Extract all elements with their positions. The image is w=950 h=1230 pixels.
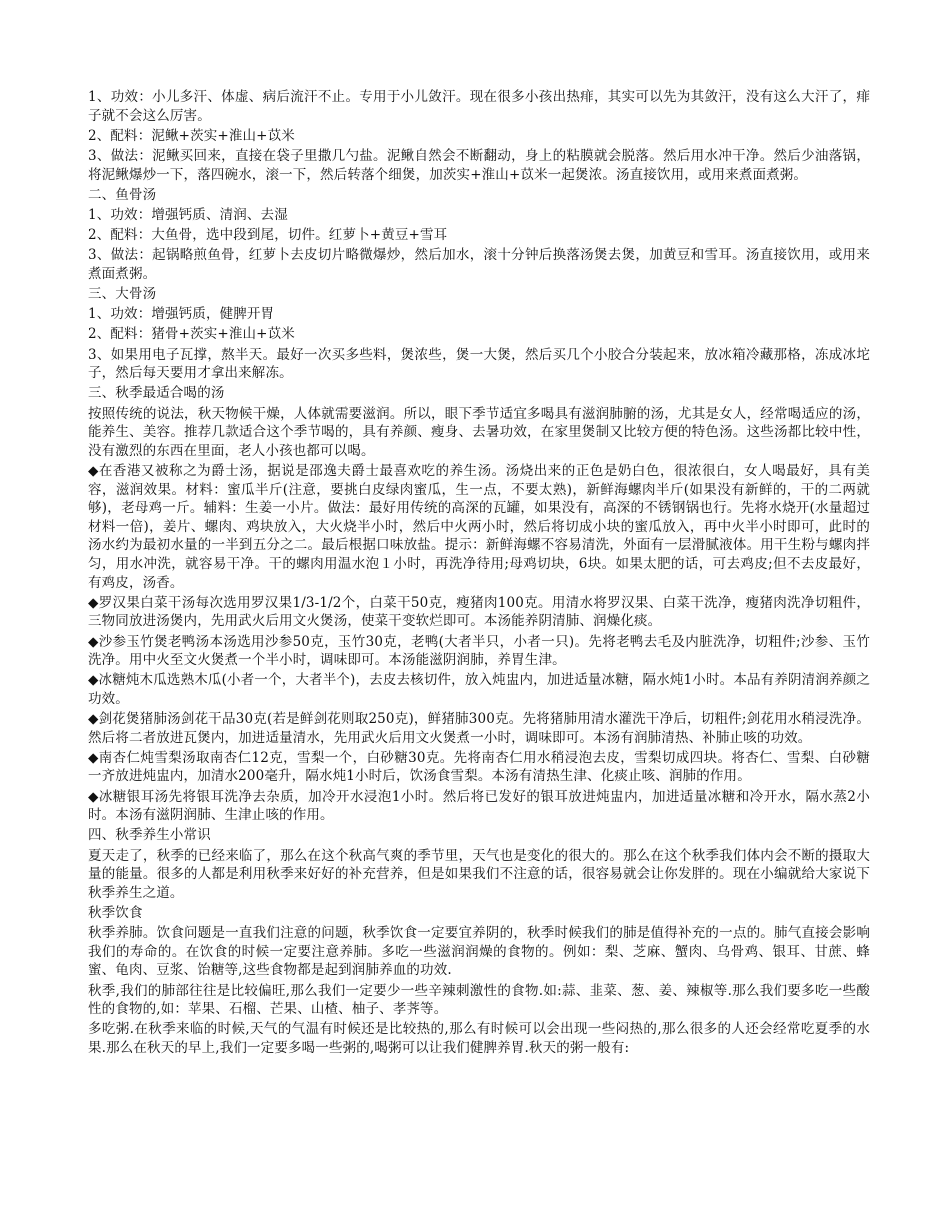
section-heading: 三、秋季最适合喝的汤 bbox=[88, 385, 225, 402]
paragraph: 1、功效：增强钙质，健脾开胃 bbox=[88, 306, 275, 323]
paragraph: 2、配料：泥鳅+茨实+淮山+苡米 bbox=[88, 127, 295, 144]
recipe-item: ◆剑花煲猪肺汤剑花干品30克(若是鲜剑花则取250克)，鲜猪肺300克。先将猪肺用清水灌洗干净后，切粗件;剑花用水稍浸洗净。然后将二者放进瓦煲内，加进适量清水，先用武火后用文火煲煮一小时，调味即可。本汤有润肺清热、补肺止咳的功效。 bbox=[88, 711, 870, 746]
paragraph: 秋季养肺。饮食问题是一直我们注意的问题，秋季饮食一定要宜养阴的，秋季时候我们的肺是值得补充的一点的。肺气直接会影响我们的寿命的。在饮食的时候一定要注意养肺。多吃一些滋润润燥的食物的。例如：梨、芝麻、蟹肉、乌骨鸡、银耳、甘蔗、蜂蜜、龟肉、豆浆、饴糖等,这些食物都是起到润肺养血的功效. bbox=[88, 925, 870, 979]
recipe-item: ◆冰糖银耳汤先将银耳洗净去杂质，加冷开水浸泡1小时。然后将已发好的银耳放进炖盅内，加进适量冰糖和冷开水，隔水蒸2小时。本汤有滋阴润肺、生津止咳的作用。 bbox=[88, 788, 870, 824]
paragraph: 3、做法：泥鳅买回来，直接在袋子里撒几勺盐。泥鳅自然会不断翻动，身上的粘膜就会脱落。然后用水冲干净。然后少油落锅，将泥鳅爆炒一下，落四碗水，滚一下，然后转落个细煲，加茨实+淮山+苡米一起煲浓。汤直接饮用，或用来煮面煮粥。 bbox=[88, 147, 870, 183]
recipe-item: ◆在香港又被称之为爵士汤，据说是邵逸夫爵士最喜欢吃的养生汤。汤烧出来的正色是奶白色，很浓很白，女人喝最好，具有美容，滋润效果。材料：蜜瓜半斤(注意，要挑白皮绿肉蜜瓜，生一点，不要太熟)，新鲜海螺肉半斤(如果没有新鲜的，干的二两就够)，老母鸡一斤。辅料：生姜一小片。做法：最好用传统的高深的瓦罐，如果没有，高深的不锈钢锅也行。先将水烧开(水量超过材料一倍)，姜片、螺肉、鸡块放入，大火烧半小时，然后中火两小时，然后将切成小块的蜜瓜放入，再中火半小时即可，此时的汤水约为最初水量的一半到五分之二。最后根据口味放盐。提示：新鲜海螺不容易清洗，外面有一层滑腻液体。用干生粉与螺肉拌匀，用水冲洗，就容易干净。干的螺肉用温水泡１小时，再洗净待用;母鸡切块，6块。如果太肥的话，可去鸡皮;但不去皮最好，有鸡皮，汤香。 bbox=[88, 463, 870, 591]
paragraph: 夏天走了，秋季的已经来临了，那么在这个秋高气爽的季节里，天气也是变化的很大的。那么在这个秋季我们体内会不断的摄取大量的能量。很多的人都是利用秋季来好好的补充营养，但是如果我们不注意的话，很容易就会让你发胖的。现在小编就给大家说下秋季养生之道。 bbox=[88, 847, 870, 901]
paragraph: 3、做法：起锅略煎鱼骨，红萝卜去皮切片略微爆炒，然后加水，滚十分钟后换落汤煲去煲，加黄豆和雪耳。汤直接饮用，或用来煮面煮粥。 bbox=[88, 247, 870, 282]
paragraph: 秋季,我们的肺部往往是比较偏旺,那么我们一定要少一些辛辣刺激性的食物.如:蒜、韭菜、葱、姜、辣椒等.那么我们要多吃一些酸性的食物的,如：苹果、石榴、芒果、山楂、柚子、孝荠等。 bbox=[88, 982, 870, 1018]
section-heading: 三、大骨汤 bbox=[88, 286, 157, 303]
recipe-item: ◆罗汉果白菜干汤每次选用罗汉果1/3-1/2个，白菜干50克，瘦猪肉100克。用清水将罗汉果、白菜干洗净，瘦猪肉洗净切粗件，三物同放进汤煲内，先用武火后用文火煲汤，使菜干变软烂即可。本汤能养阴清肺、润燥化痰。 bbox=[88, 594, 870, 630]
recipe-item: ◆冰糖炖木瓜选熟木瓜(小者一个，大者半个)，去皮去核切件，放入炖盅内，加进适量冰糖，隔水炖1小时。本品有养阴清润养颜之功效。 bbox=[88, 672, 870, 707]
paragraph: 2、配料：大鱼骨，选中段到尾，切件。红萝卜+黄豆+雪耳 bbox=[88, 227, 448, 244]
subsection-heading: 秋季饮食 bbox=[88, 905, 143, 921]
paragraph: 按照传统的说法，秋天物候干燥，人体就需要滋润。所以，眼下季节适宜多喝具有滋润肺腑的汤，尤其是女人，经常喝适应的汤，能养生、美容。推荐几款适合这个季节喝的，具有养颜、瘦身、去暑功效，在家里煲制又比较方便的特色汤。这些汤都比较中性，没有激烈的东西在里面，老人小孩也都可以喝。 bbox=[88, 405, 870, 459]
section-heading: 二、鱼骨汤 bbox=[88, 186, 157, 203]
recipe-item: ◆南杏仁炖雪梨汤取南杏仁12克，雪梨一个，白砂糖30克。先将南杏仁用水稍浸泡去皮，雪梨切成四块。将杏仁、雪梨、白砂糖一齐放进炖盅内，加清水200毫升，隔水炖1小时后，饮汤食雪梨。本汤有清热生津、化痰止咳、润肺的作用。 bbox=[88, 749, 870, 785]
paragraph: 1、功效：增强钙质、清润、去湿 bbox=[88, 206, 288, 223]
recipe-item: ◆沙参玉竹煲老鸭汤本汤选用沙参50克，玉竹30克，老鸭(大者半只，小者一只)。先将老鸭去毛及内脏洗净，切粗件;沙参、玉竹洗净。用中火至文火煲煮一个半小时，调味即可。本汤能滋阴润肺，养胃生津。 bbox=[88, 633, 870, 669]
section-heading: 四、秋季养生小常识 bbox=[88, 827, 211, 844]
paragraph: 1、功效：小儿多汗、体虚、病后流汗不止。专用于小儿敛汗。现在很多小孩出热痱，其实可以先为其敛汗，没有这么大汗了，痱子就不会这么厉害。 bbox=[88, 89, 870, 124]
paragraph: 多吃粥.在秋季来临的时候,天气的气温有时候还是比较热的,那么有时候可以会出现一些闷热的,那么很多的人还会经常吃夏季的水果.那么在秋天的早上,我们一定要多喝一些粥的,喝粥可以让我们健脾养胃.秋天的粥一般有: bbox=[88, 1021, 870, 1056]
paragraph: 3、如果用电子瓦撑，熬半天。最好一次买多些料，煲浓些，煲一大煲，然后买几个小胶合分装起来，放冰箱冷藏那格，冻成冰坨子，然后每天要用才拿出来解冻。 bbox=[88, 346, 870, 382]
paragraph: 2、配料：猪骨+茨实+淮山+苡米 bbox=[88, 326, 295, 343]
document-body bbox=[88, 88, 870, 1059]
